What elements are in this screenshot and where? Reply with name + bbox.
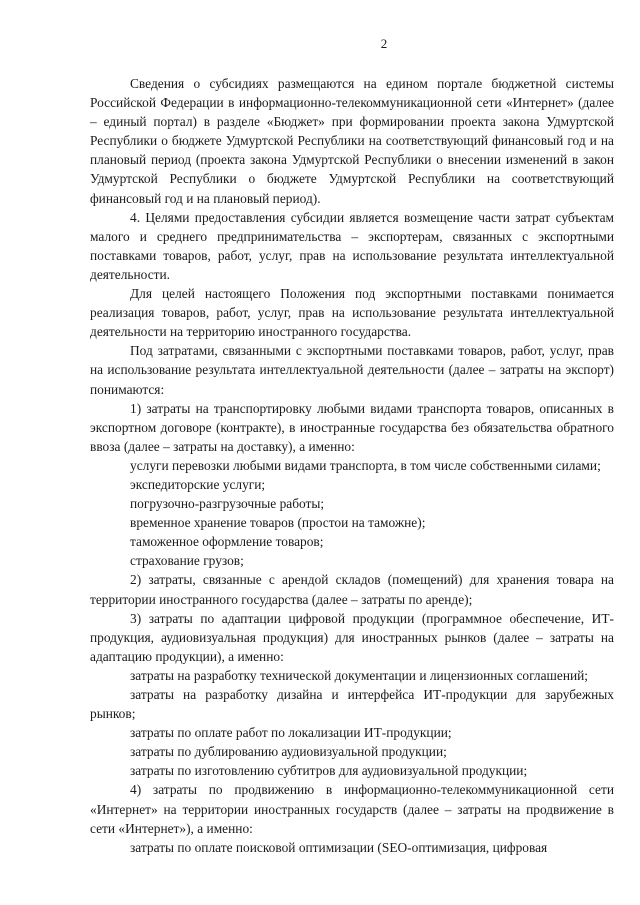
paragraph-costs-3-adaptation: 3) затраты по адаптации цифровой продукции (программное обеспечение, ИТ-продукция, аудиовизуальная продукция) для иностранных рынков (далее – затраты на адаптацию продукции), а именно: (90, 610, 614, 664)
list-item: услуги перевозки любыми видами транспорта, в том числе собственными силами; (130, 457, 601, 473)
document-body (90, 74, 614, 857)
list-item: погрузочно-разгрузочные работы; (130, 496, 325, 512)
list-item: временное хранение товаров (простои на таможне); (130, 515, 426, 531)
list-item: затраты на разработку дизайна и интерфейса ИТ-продукции для зарубежных рынков; (90, 687, 614, 722)
list-item: страхование грузов; (130, 553, 244, 569)
list-item: затраты по изготовлению субтитров для аудиовизуальной продукции; (130, 763, 528, 779)
list-item: затраты по оплате поисковой оптимизации (SEO-оптимизация, цифровая (130, 839, 548, 855)
list-item: затраты по оплате работ по локализации ИТ-продукции; (130, 725, 452, 741)
paragraph-export-costs-definition: Под затратами, связанными с экспортными поставками товаров, работ, услуг, прав на использование результата интеллектуальной деятельности (далее – затраты на экспорт) понимаются: (90, 343, 614, 397)
page-number: 2 (380, 36, 388, 51)
paragraph-export-definition: Для целей настоящего Положения под экспортными поставками понимается реализация товаров, работ, услуг, прав на использование результата интеллектуальной деятельности на территорию иностранного государства. (90, 286, 614, 340)
paragraph-costs-2-rent: 2) затраты, связанные с арендой складов (помещений) для хранения товара на территории иностранного государства (далее – затраты по аренде); (90, 572, 614, 607)
paragraph-costs-4-promotion: 4) затраты по продвижению в информационно-телекоммуникационной сети «Интернет» на территории иностранных государств (далее – затраты на продвижение в сети «Интернет»), а именно: (90, 782, 614, 836)
paragraph-item-4-goals: 4. Целями предоставления субсидии является возмещение части затрат субъектам малого и среднего предпринимательства – экспортерам, связанных с экспортными поставками товаров, работ, услуг, прав на использование результата интеллектуальной деятельности. (90, 209, 614, 282)
list-item: затраты на разработку технической документации и лицензионных соглашений; (130, 667, 589, 683)
paragraph-costs-1-delivery: 1) затраты на транспортировку любыми видами транспорта товаров, описанных в экспортном договоре (контракте), в иностранные государства без обязательства обратного ввоза (далее – затраты на доставку), а именно: (90, 400, 614, 454)
list-item: экспедиторские услуги; (130, 476, 266, 492)
list-item: затраты по дублированию аудиовизуальной продукции; (130, 744, 447, 760)
list-item: таможенное оформление товаров; (130, 534, 324, 550)
paragraph-subsidy-info: Сведения о субсидиях размещаются на едином портале бюджетной системы Российской Федерации в информационно-телекоммуникационной сети «Интернет» (далее – единый портал) в разделе «Бюджет» при формировании проекта закона Удмуртской Республики о бюджете Удмуртской Республики на соответствующий финансовый год и на плановый период (проекта закона Удмуртской Республики о внесении изменений в закон Удмуртской Республики о бюджете Удмуртской Республики на соответствующий финансовый год и на плановый период). (90, 76, 614, 206)
